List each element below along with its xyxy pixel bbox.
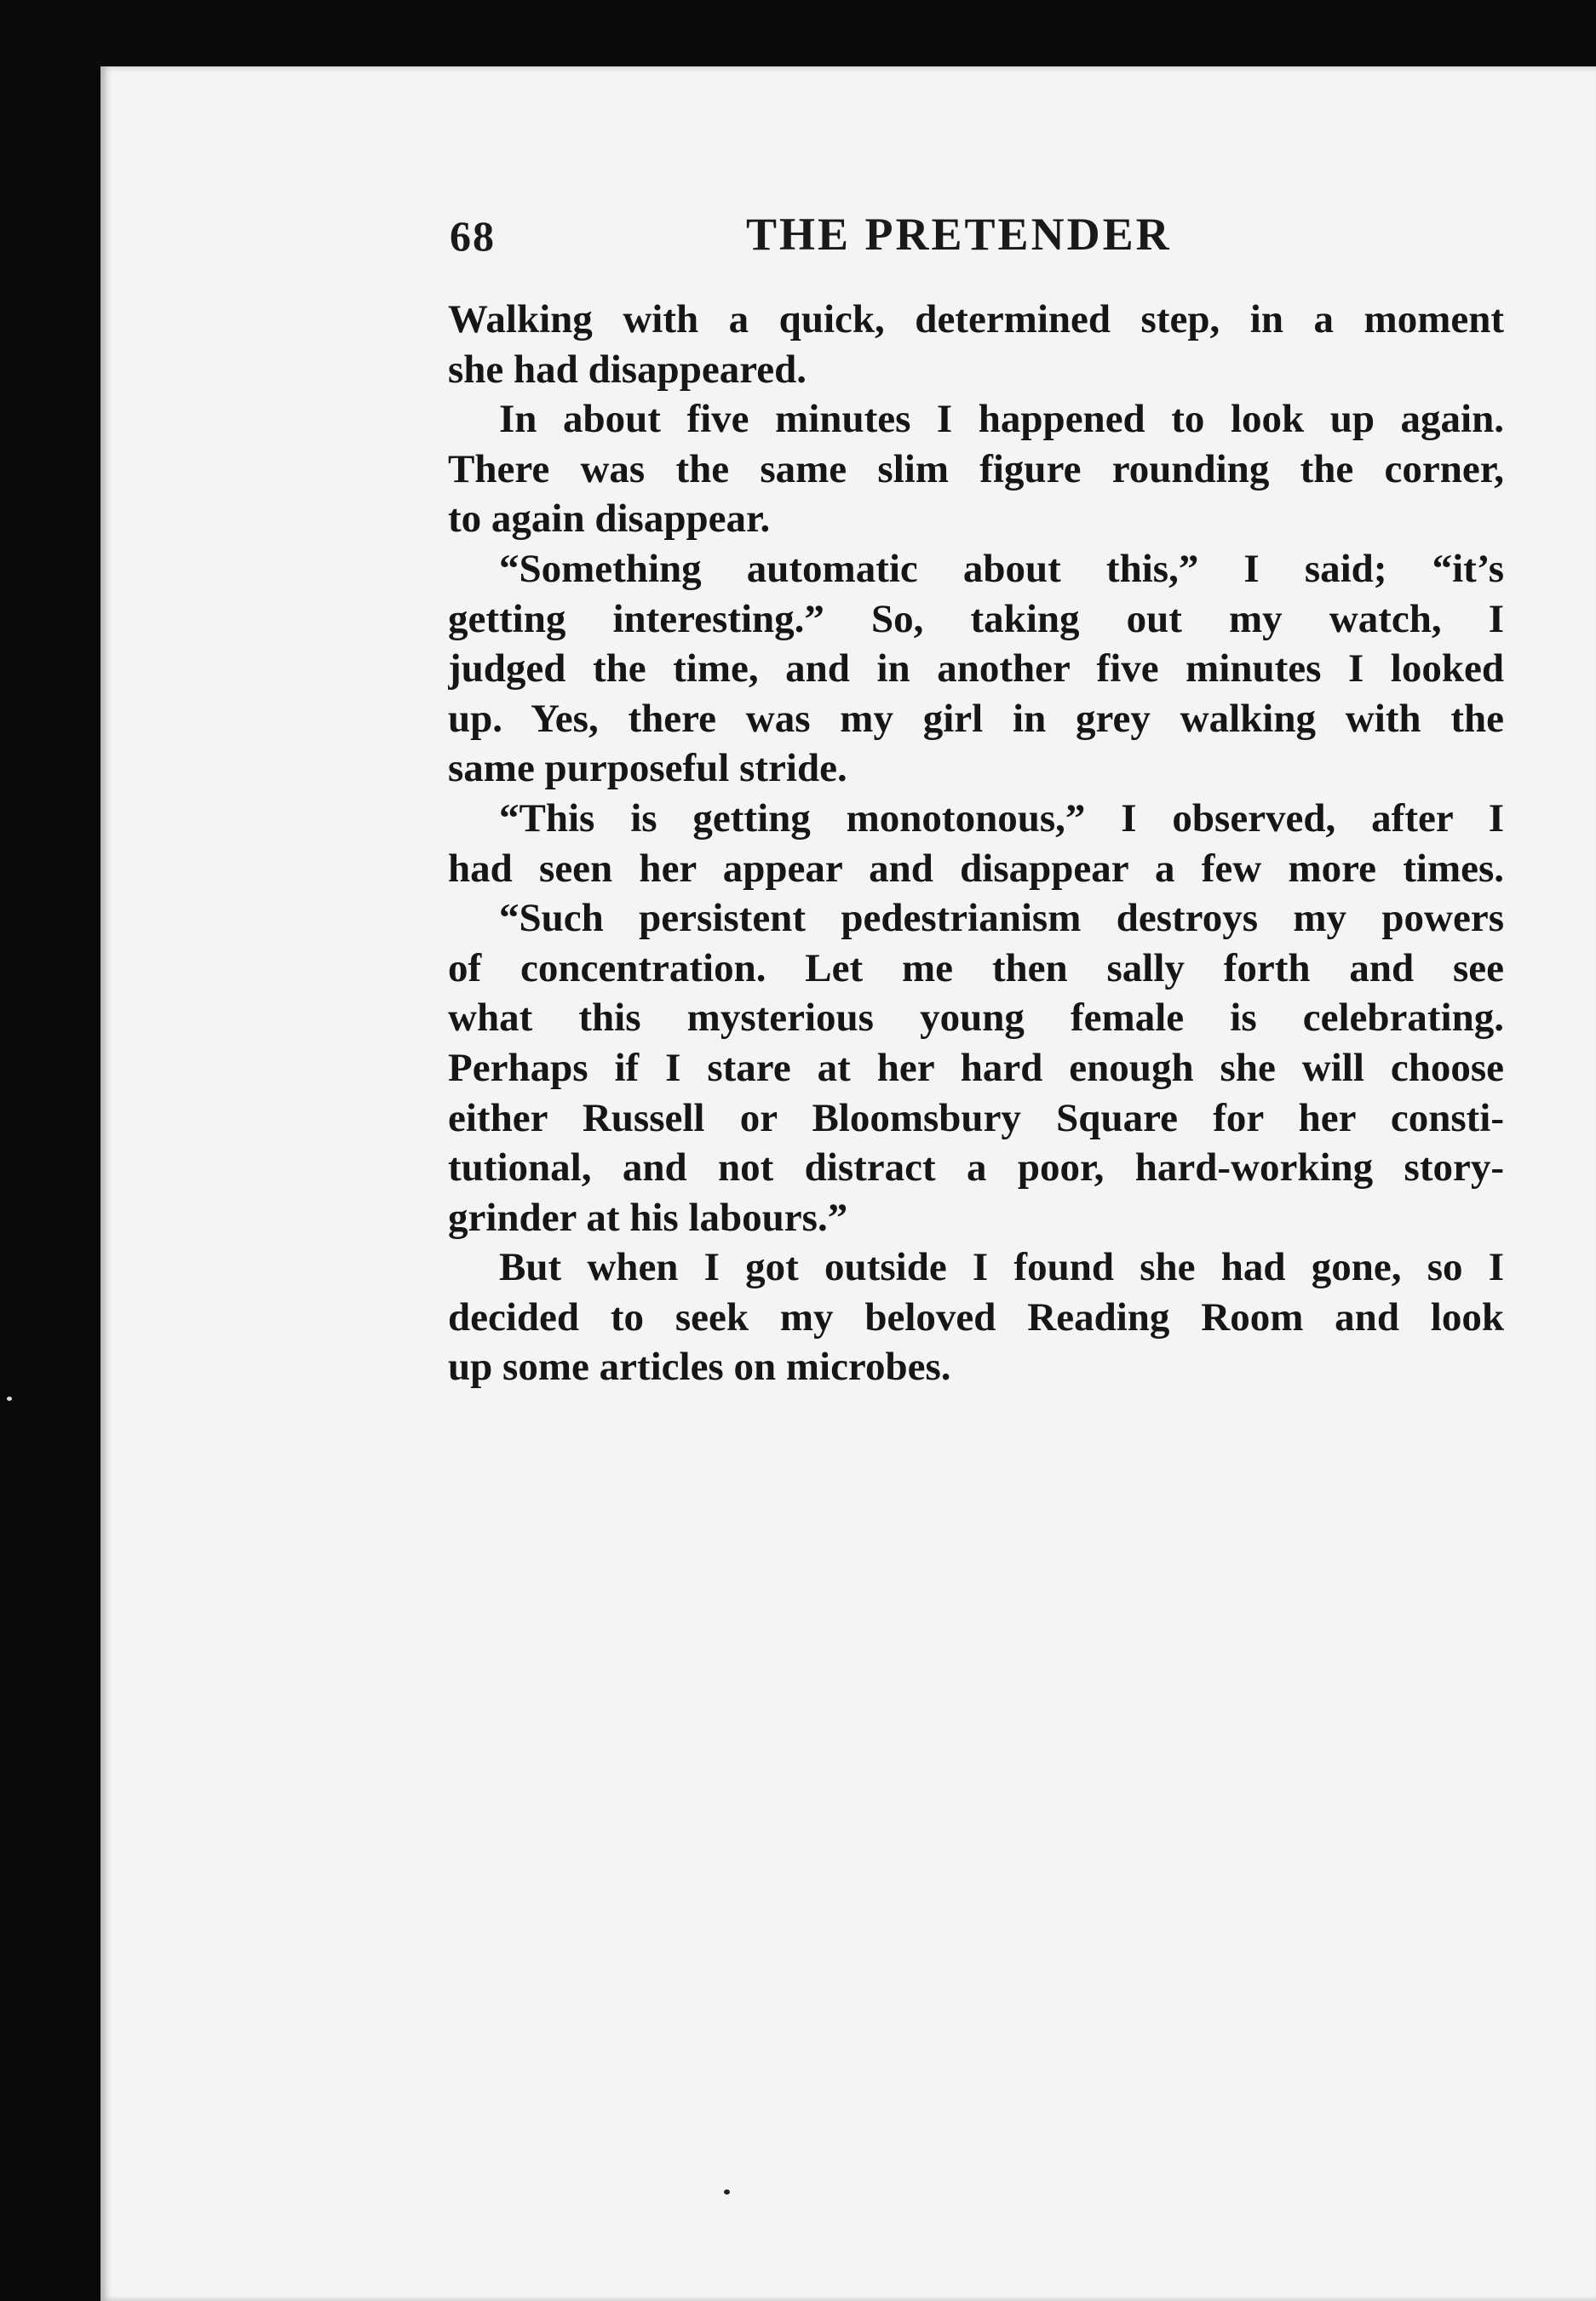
text-line: “Such persistent pedestrianism destroys my powers	[499, 896, 1504, 941]
text-line: to again disappear.	[448, 496, 771, 542]
text-line: judged the time, and in another five minutes I looked	[448, 646, 1504, 691]
text-line: up some articles on microbes.	[448, 1345, 951, 1390]
text-line: same purposeful stride.	[448, 746, 847, 791]
text-line: Perhaps if I stare at her hard enough she will choose	[448, 1045, 1504, 1090]
text-line: In about five minutes I happened to look up again.	[499, 397, 1504, 442]
text-line: Walking with a quick, determined step, in a moment	[448, 297, 1504, 341]
scan-speck	[724, 2189, 730, 2195]
text-line: had seen her appear and disappear a few more times.	[448, 846, 1504, 891]
book-title: THE PRETENDER	[746, 209, 1172, 260]
text-line: of concentration. Let me then sally forth and see	[448, 945, 1504, 990]
text-line: either Russell or Bloomsbury Square for her consti-	[448, 1095, 1504, 1140]
text-line: she had disappeared.	[448, 347, 807, 392]
text-line: There was the same slim figure rounding the corner,	[448, 446, 1504, 491]
text-line: decided to seek my beloved Reading Room and look	[448, 1294, 1504, 1340]
running-head	[450, 204, 1506, 273]
text-line: getting interesting.” So, taking out my watch, I	[448, 596, 1504, 641]
scan-speck	[7, 1397, 12, 1401]
text-line: tutional, and not distract a poor, hard-working story-	[448, 1145, 1504, 1191]
text-line: But when I got outside I found she had gone, so I	[499, 1245, 1504, 1290]
text-line: “This is getting monotonous,” I observed, after I	[499, 795, 1504, 841]
text-line: grinder at his labours.”	[448, 1195, 848, 1240]
text-line: “Something automatic about this,” I said; “it’s	[499, 546, 1504, 591]
text-line: up. Yes, there was my girl in grey walking with the	[448, 696, 1504, 741]
page-body-text	[448, 295, 1504, 1392]
page-number: 68	[450, 212, 496, 260]
text-line: what this mysterious young female is celebrating.	[448, 996, 1504, 1041]
